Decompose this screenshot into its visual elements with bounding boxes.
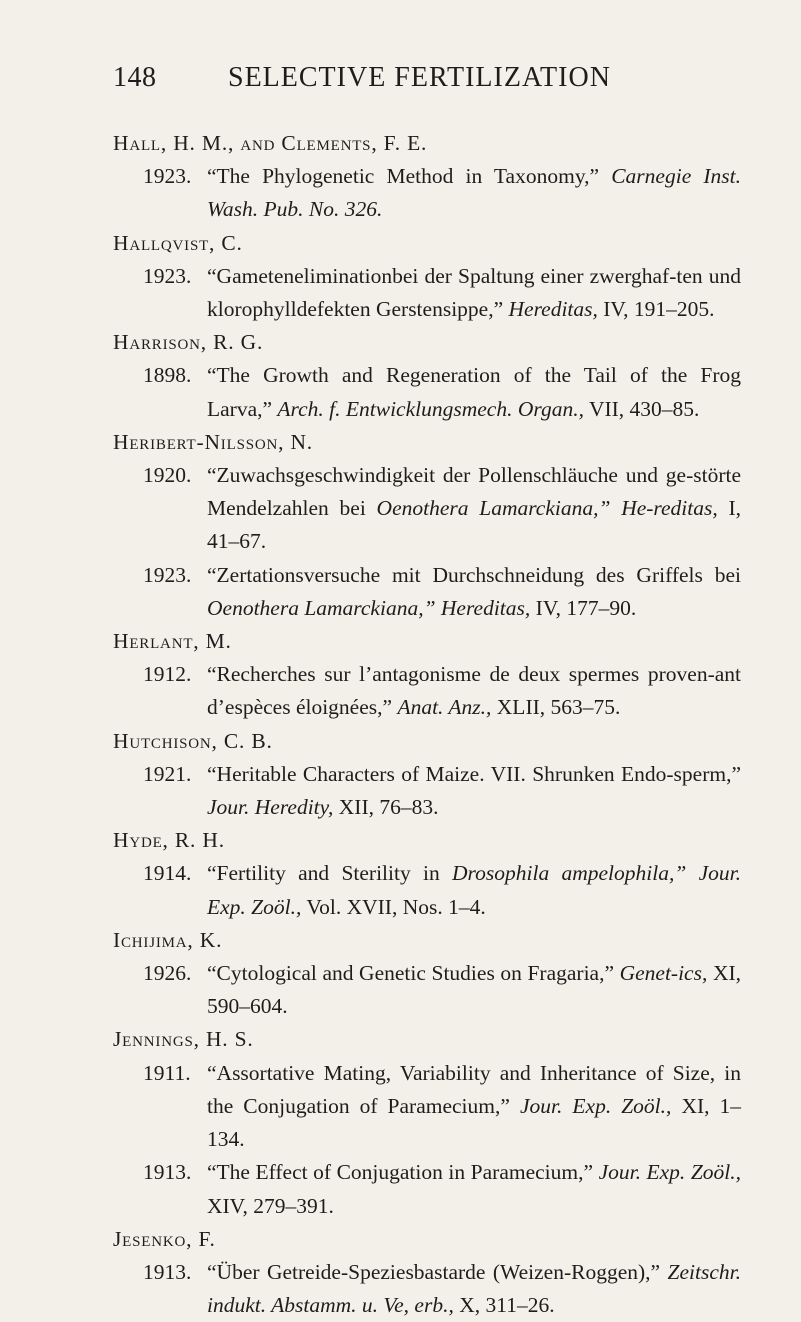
entry-source: Hereditas, — [440, 595, 531, 620]
bibliography-entry — [113, 1057, 741, 1157]
entry-source: Zeitschr. indukt. Abstamm. u. Ve, erb., — [207, 1259, 742, 1318]
entry-details: IV, 177–90. — [535, 595, 637, 620]
entry-details: XIV, 279–391. — [207, 1193, 334, 1218]
entry-title: “The Phylogenetic Method in Taxonomy,” — [207, 164, 600, 189]
bibliography-entry — [113, 359, 741, 425]
entry-year: 1923. — [143, 562, 192, 587]
entry-title: “Zertationsversuche mit Durchschneidung des Griffels bei — [207, 562, 741, 587]
page-number: 148 — [113, 62, 157, 93]
bibliography-entry — [113, 559, 741, 625]
entry-title: “The Growth and Regeneration of the Tail of the Frog Larva,” — [207, 363, 741, 421]
entry-source: Jour. Exp. Zoöl., — [207, 861, 742, 919]
entry-source: Arch. f. Entwicklungsmech. Organ., — [277, 396, 584, 421]
bibliography-entry — [113, 857, 741, 923]
entry-year: 1923. — [143, 164, 192, 189]
entry-source: Hereditas, — [508, 297, 598, 322]
entry-title: “The Effect of Conjugation in Paramecium,” — [207, 1160, 594, 1185]
author-name: Heribert-Nilsson, N. — [113, 429, 313, 454]
entry-title-italic: Oenothera Lamarckiana,” — [376, 496, 611, 521]
entry-source: Carnegie Inst. Wash. Pub. No. 326. — [207, 164, 741, 222]
bibliography-entry — [113, 1156, 741, 1222]
bibliography-entry — [113, 658, 741, 724]
bibliography-entry — [113, 758, 741, 824]
bibliography-entry — [113, 957, 741, 1023]
entry-year: 1911. — [143, 1060, 191, 1085]
author-name: Herlant, M. — [113, 629, 232, 654]
entry-year: 1921. — [143, 761, 192, 786]
entry-details: VII, 430–85. — [588, 396, 700, 421]
bibliography-entry — [113, 1256, 741, 1322]
entry-details: IV, 191–205. — [603, 297, 715, 322]
entry-year: 1923. — [143, 263, 192, 288]
entry-details: I, 41–67. — [207, 496, 742, 554]
entry-title: “Assortative Mating, Variability and Inheritance of Size, in the Conjugation of Paramecium,” — [207, 1060, 741, 1118]
entry-details: XI, 590–604. — [207, 961, 741, 1019]
entry-title-italic: Drosophila ampelophila,” — [452, 861, 687, 886]
entry-year: 1913. — [143, 1160, 192, 1185]
entry-source: Jour. Exp. Zoöl., — [598, 1160, 741, 1185]
entry-year: 1898. — [143, 363, 192, 388]
bibliography-entry — [113, 459, 741, 559]
author-name: Jennings, H. S. — [113, 1027, 254, 1052]
entry-year: 1913. — [143, 1259, 192, 1284]
entry-year: 1912. — [143, 662, 192, 687]
entry-details: XLII, 563–75. — [496, 695, 621, 720]
author-name: Ichijima, K. — [113, 927, 223, 952]
entry-title: “Zuwachsgeschwindigkeit der Pollenschläuche und ge-störte Mendelzahlen bei — [207, 463, 741, 521]
entry-year: 1926. — [143, 961, 192, 986]
author-name: Hyde, R. H. — [113, 828, 225, 853]
entry-year: 1914. — [143, 861, 192, 886]
entry-source: He-reditas, — [621, 496, 718, 521]
author-name: Harrison, R. G. — [113, 330, 264, 355]
author-name: Hall, H. M., and Clements, F. E. — [113, 131, 428, 155]
entry-details: XII, 76–83. — [338, 795, 439, 820]
bibliography-entry — [113, 160, 741, 226]
entry-details: XI, 1–134. — [207, 1093, 742, 1152]
bibliography-entry — [113, 260, 741, 326]
author-name: Hutchison, C. B. — [113, 728, 273, 753]
entry-year: 1920. — [143, 463, 192, 488]
entry-title: “Über Getreide-Speziesbastarde (Weizen-Roggen),” — [207, 1259, 661, 1284]
author-name: Hallqvist, C. — [113, 230, 243, 255]
entry-source: Jour. Heredity, — [207, 795, 334, 820]
running-title: SELECTIVE FERTILIZATION — [228, 62, 611, 93]
entry-title: “Recherches sur l’antagonisme de deux spermes proven-ant d’espèces éloignées,” — [207, 662, 741, 720]
entry-title: “Heritable Characters of Maize. VII. Shrunken Endo-sperm,” — [207, 761, 741, 786]
entry-title: “Cytological and Genetic Studies on Fragaria,” — [207, 961, 615, 986]
entry-title: “Fertility and Sterility in — [207, 861, 440, 886]
entry-title-italic: Oenothera Lamarckiana,” — [207, 595, 436, 620]
entry-details: Vol. XVII, Nos. 1–4. — [306, 894, 486, 919]
page-header — [0, 62, 801, 102]
entry-source: Genet-ics, — [619, 961, 708, 986]
entry-details: X, 311–26. — [459, 1293, 555, 1318]
author-name: Jesenko, F. — [113, 1226, 216, 1251]
entry-source: Jour. Exp. Zoöl., — [519, 1093, 672, 1118]
entry-title: “Gameteneliminationbei der Spaltung einer zwerghaf-ten und klorophylldefekten Gerstensippe,” — [207, 263, 741, 322]
entry-source: Anat. Anz., — [397, 695, 492, 720]
bibliography — [113, 127, 741, 1322]
